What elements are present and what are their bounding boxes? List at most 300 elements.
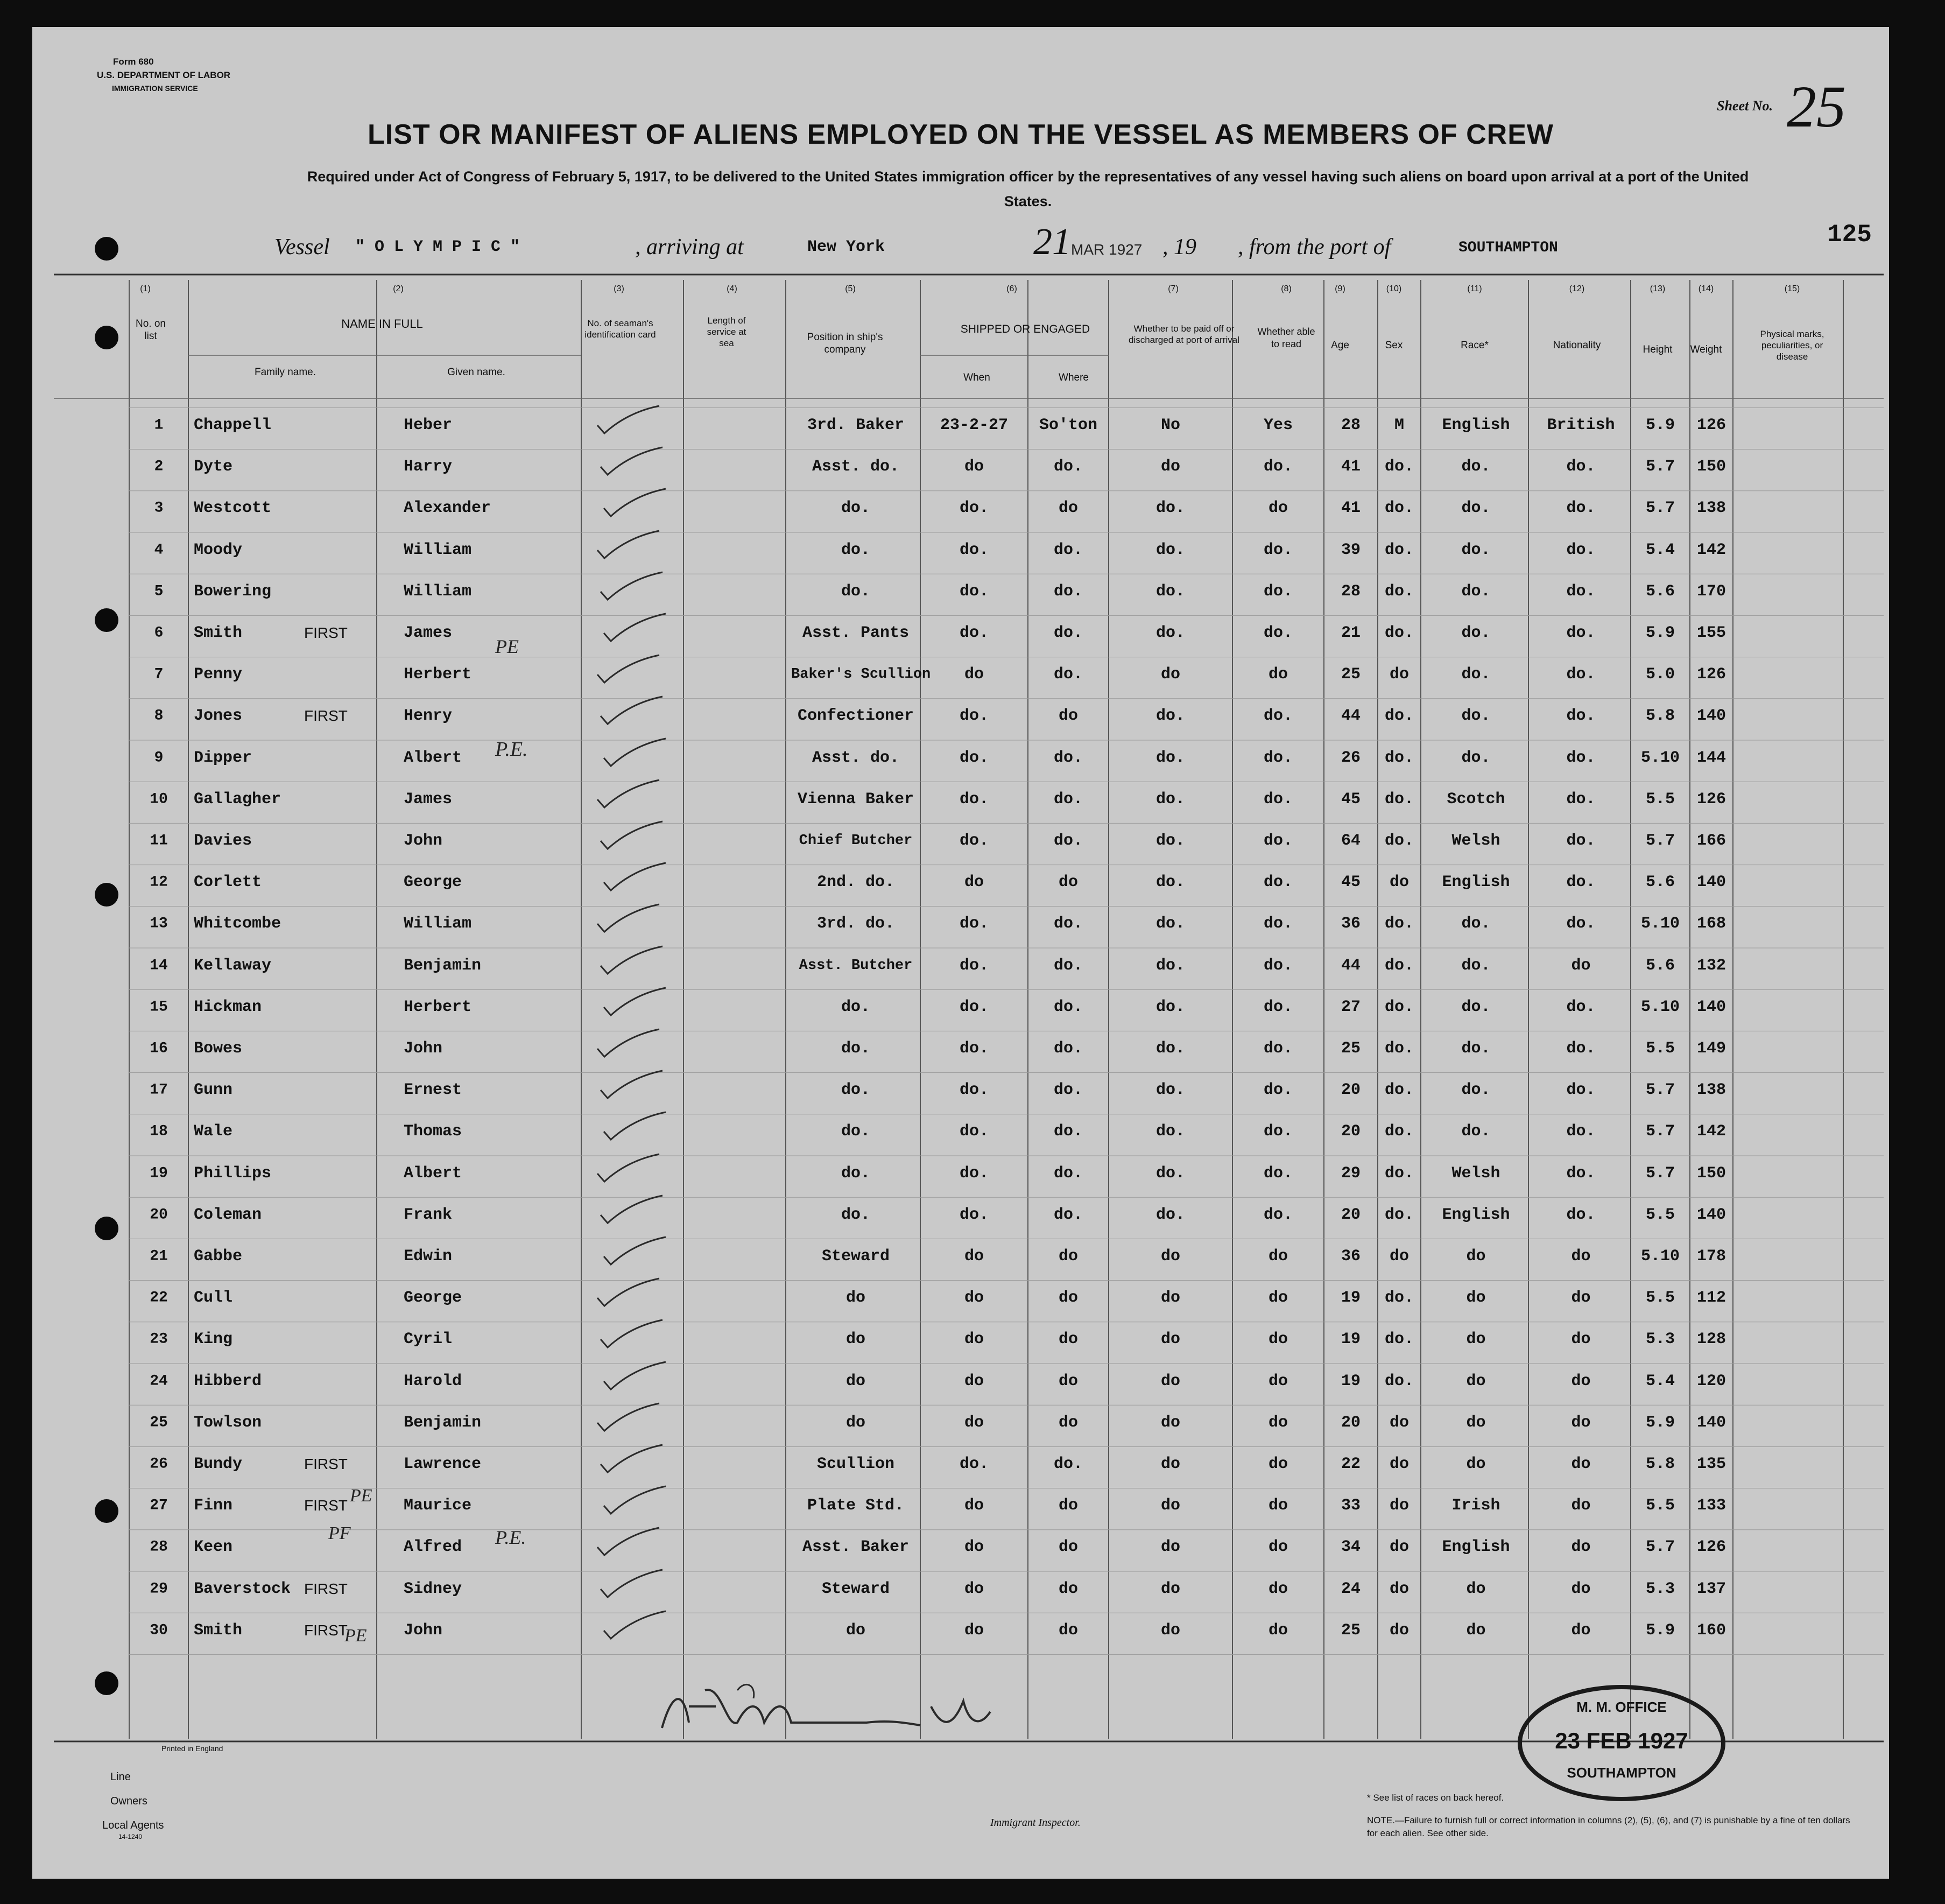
cell-row-number: 25 bbox=[150, 1414, 168, 1431]
cell-age: 45 bbox=[1341, 790, 1361, 809]
cell-weight: 166 bbox=[1696, 832, 1726, 850]
cell-given-name: Cyril bbox=[404, 1330, 453, 1349]
check-mark-icon bbox=[598, 1069, 668, 1101]
handwritten-pe-27: P.E. bbox=[495, 1527, 526, 1548]
cell-given-name: Alexander bbox=[404, 499, 491, 518]
cell-given-name: Maurice bbox=[404, 1496, 472, 1515]
cell-sex: do. bbox=[1384, 1039, 1414, 1058]
cell-family-name: Smith bbox=[194, 1621, 243, 1640]
cell-shipped-when: do bbox=[964, 1496, 984, 1515]
cell-age: 24 bbox=[1341, 1579, 1361, 1598]
cell-able-to-read: do. bbox=[1263, 540, 1293, 559]
cell-able-to-read: do. bbox=[1263, 832, 1293, 850]
cell-given-name: James bbox=[404, 790, 453, 809]
cell-sex: do. bbox=[1384, 790, 1414, 809]
cell-given-name: James bbox=[404, 624, 453, 642]
cell-nationality: do. bbox=[1566, 1039, 1596, 1058]
cell-weight: 149 bbox=[1696, 1039, 1726, 1058]
colnum-11: (11) bbox=[1467, 284, 1482, 293]
cell-height: 5.9 bbox=[1645, 1413, 1675, 1432]
cell-position: do bbox=[845, 1289, 865, 1308]
cell-age: 36 bbox=[1341, 1247, 1361, 1266]
hdr-length-service: Length of service at sea bbox=[707, 315, 746, 348]
cell-able-to-read: do bbox=[1268, 1621, 1288, 1640]
cell-position: 3rd. do. bbox=[816, 915, 895, 933]
cell-weight: 126 bbox=[1696, 790, 1726, 809]
handwritten-pe-26: PE bbox=[350, 1486, 372, 1506]
cell-weight: 168 bbox=[1696, 915, 1726, 933]
table-grid bbox=[32, 27, 1889, 1879]
cell-sex: do. bbox=[1384, 707, 1414, 726]
cell-family-name: Gallagher bbox=[194, 790, 281, 809]
cell-race: English bbox=[1442, 1205, 1510, 1224]
cell-able-to-read: do bbox=[1268, 665, 1288, 684]
cell-row-number: 6 bbox=[154, 624, 164, 642]
cell-weight: 140 bbox=[1696, 997, 1726, 1016]
check-mark-icon bbox=[598, 944, 668, 976]
handwritten-pe-6: PE bbox=[495, 636, 519, 657]
cell-given-name: Herbert bbox=[404, 997, 472, 1016]
cell-paid-off: do bbox=[1160, 1372, 1180, 1390]
cell-height: 5.6 bbox=[1645, 873, 1675, 892]
punch-hole bbox=[95, 237, 118, 261]
punch-hole bbox=[95, 1499, 118, 1523]
cell-position: do bbox=[845, 1372, 865, 1390]
cell-able-to-read: do. bbox=[1263, 748, 1293, 767]
cell-nationality: do. bbox=[1566, 1205, 1596, 1224]
cell-row-number: 7 bbox=[154, 666, 164, 683]
hdr-sex: Sex bbox=[1385, 340, 1403, 351]
cell-shipped-where: do bbox=[1058, 1330, 1078, 1349]
cell-paid-off: do bbox=[1160, 665, 1180, 684]
cell-nationality: do. bbox=[1566, 499, 1596, 518]
cell-nationality: do. bbox=[1566, 582, 1596, 601]
hdr-seaman-card: No. of seaman's identification card bbox=[584, 318, 656, 340]
colnum-15: (15) bbox=[1784, 284, 1800, 293]
stamp-top-text: M. M. OFFICE bbox=[1576, 1699, 1667, 1715]
cell-able-to-read: do bbox=[1268, 1455, 1288, 1473]
cell-shipped-where: do bbox=[1058, 1247, 1078, 1266]
cell-paid-off: do bbox=[1160, 1455, 1180, 1473]
cell-weight: 140 bbox=[1696, 1205, 1726, 1224]
cell-paid-off: do. bbox=[1155, 540, 1185, 559]
cell-sex: do. bbox=[1384, 1164, 1414, 1183]
cell-race: do. bbox=[1461, 1081, 1491, 1100]
stamp-date: 23 FEB 1927 bbox=[1555, 1728, 1688, 1753]
stamp-bottom-text: SOUTHAMPTON bbox=[1567, 1765, 1676, 1781]
cell-able-to-read: do. bbox=[1263, 582, 1293, 601]
cell-family-name: Baverstock bbox=[194, 1579, 291, 1598]
cell-row-number: 23 bbox=[150, 1331, 168, 1348]
cell-age: 20 bbox=[1341, 1122, 1361, 1141]
cell-height: 5.5 bbox=[1645, 1496, 1675, 1515]
cell-position: Asst. Butcher bbox=[799, 957, 913, 974]
cell-race: Irish bbox=[1451, 1496, 1500, 1515]
cell-shipped-when: do. bbox=[959, 790, 989, 809]
cell-position: 2nd. do. bbox=[816, 873, 895, 892]
cell-given-name: Ernest bbox=[404, 1081, 462, 1100]
cell-weight: 150 bbox=[1696, 458, 1726, 476]
cell-sex: do. bbox=[1384, 458, 1414, 476]
cell-given-name: Heber bbox=[404, 416, 453, 434]
cell-able-to-read: do. bbox=[1263, 1205, 1293, 1224]
cell-paid-off: do bbox=[1160, 1538, 1180, 1557]
cell-family-name: Dipper bbox=[194, 748, 252, 767]
cell-family-name: Bundy bbox=[194, 1455, 243, 1473]
cell-paid-off: do. bbox=[1155, 832, 1185, 850]
cell-age: 28 bbox=[1341, 582, 1361, 601]
cell-shipped-where: do bbox=[1058, 1579, 1078, 1598]
cell-sex: do bbox=[1389, 1496, 1409, 1515]
cell-nationality: do. bbox=[1566, 915, 1596, 933]
cell-nationality: British bbox=[1547, 416, 1615, 434]
cell-given-name: John bbox=[404, 832, 443, 850]
check-mark-icon bbox=[601, 1360, 671, 1392]
hdr-weight: Weight bbox=[1690, 344, 1722, 355]
cell-sex: do. bbox=[1384, 499, 1414, 518]
hdr-race: Race* bbox=[1461, 340, 1489, 351]
cell-race: do. bbox=[1461, 1039, 1491, 1058]
cell-sex: do. bbox=[1384, 748, 1414, 767]
cell-race: do bbox=[1466, 1372, 1486, 1390]
hdr-no-on-list: No. on list bbox=[136, 318, 166, 342]
cell-nationality: do. bbox=[1566, 540, 1596, 559]
cell-sex: do. bbox=[1384, 1289, 1414, 1308]
cell-family-name: King bbox=[194, 1330, 233, 1349]
cell-age: 21 bbox=[1341, 624, 1361, 642]
cell-shipped-where: do bbox=[1058, 1372, 1078, 1390]
cell-height: 5.9 bbox=[1645, 416, 1675, 434]
cell-row-number: 14 bbox=[150, 957, 168, 974]
cell-able-to-read: do. bbox=[1263, 873, 1293, 892]
cell-given-name: Herbert bbox=[404, 665, 472, 684]
cell-age: 28 bbox=[1341, 416, 1361, 434]
cell-race: do. bbox=[1461, 748, 1491, 767]
cell-family-name: Hickman bbox=[194, 997, 262, 1016]
check-mark-icon bbox=[601, 986, 671, 1018]
form-code: 14-1240 bbox=[118, 1833, 143, 1840]
cell-given-name: Benjamin bbox=[404, 1413, 482, 1432]
cell-weight: 138 bbox=[1696, 1081, 1726, 1100]
cell-row-number: 11 bbox=[150, 832, 168, 849]
cell-able-to-read: Yes bbox=[1263, 416, 1293, 434]
cell-shipped-where: do bbox=[1058, 1413, 1078, 1432]
cell-race: Scotch bbox=[1447, 790, 1505, 809]
cell-shipped-when: do. bbox=[959, 748, 989, 767]
cell-able-to-read: do. bbox=[1263, 1122, 1293, 1141]
cell-race: English bbox=[1442, 416, 1510, 434]
cell-weight: 132 bbox=[1696, 956, 1726, 975]
cell-shipped-when: 23-2-27 bbox=[940, 416, 1009, 434]
cell-row-number: 24 bbox=[150, 1373, 168, 1390]
check-mark-icon bbox=[595, 1152, 665, 1184]
cell-height: 5.4 bbox=[1645, 1372, 1675, 1390]
cell-race: do. bbox=[1461, 582, 1491, 601]
hdr-paid-off: Whether to be paid off or discharged at port of arrival bbox=[1129, 324, 1239, 345]
cell-given-name: Sidney bbox=[404, 1579, 462, 1598]
cell-sex: do bbox=[1389, 873, 1409, 892]
cell-height: 5.8 bbox=[1645, 707, 1675, 726]
penalty-note: NOTE.—Failure to furnish full or correct information in columns (2), (5), (6), and (7) is punishable by a fine of ten dollars for each alien. See other side. bbox=[1367, 1815, 1850, 1838]
cell-able-to-read: do. bbox=[1263, 707, 1293, 726]
cell-height: 5.10 bbox=[1640, 748, 1680, 767]
cell-shipped-when: do. bbox=[959, 832, 989, 850]
cell-nationality: do bbox=[1571, 956, 1591, 975]
cell-sex: do bbox=[1389, 1413, 1409, 1432]
cell-paid-off: No bbox=[1160, 416, 1180, 434]
cell-weight: 120 bbox=[1696, 1372, 1726, 1390]
cell-shipped-when: do bbox=[964, 1372, 984, 1390]
handwritten-pf-28: PF bbox=[328, 1523, 351, 1543]
cell-given-name: Harry bbox=[404, 458, 453, 476]
cell-position: do. bbox=[841, 540, 870, 559]
hdr-shipped: SHIPPED OR ENGAGED bbox=[960, 323, 1090, 335]
cell-shipped-when: do bbox=[964, 1247, 984, 1266]
cell-weight: 140 bbox=[1696, 707, 1726, 726]
cell-race: do. bbox=[1461, 997, 1491, 1016]
cell-row-number: 16 bbox=[150, 1040, 168, 1057]
cell-shipped-when: do. bbox=[959, 1122, 989, 1141]
colnum-13: (13) bbox=[1650, 284, 1666, 293]
cell-name-note: FIRST bbox=[304, 1497, 348, 1514]
cell-shipped-where: do bbox=[1058, 1496, 1078, 1515]
cell-position: do. bbox=[841, 1205, 870, 1224]
cell-given-name: William bbox=[404, 540, 472, 559]
cell-shipped-where: do. bbox=[1053, 1455, 1083, 1473]
cell-family-name: Davies bbox=[194, 832, 252, 850]
cell-age: 27 bbox=[1341, 997, 1361, 1016]
cell-race: do. bbox=[1461, 665, 1491, 684]
cell-family-name: Bowering bbox=[194, 582, 272, 601]
punch-hole bbox=[95, 326, 118, 349]
cell-sex: do. bbox=[1384, 997, 1414, 1016]
cell-row-number: 27 bbox=[150, 1497, 168, 1514]
cell-nationality: do. bbox=[1566, 832, 1596, 850]
check-mark-icon bbox=[601, 612, 671, 644]
cell-race: do bbox=[1466, 1247, 1486, 1266]
cell-shipped-when: do. bbox=[959, 1164, 989, 1183]
colnum-9: (9) bbox=[1335, 284, 1345, 293]
cell-race: do bbox=[1466, 1579, 1486, 1598]
cell-shipped-when: do. bbox=[959, 1039, 989, 1058]
cell-shipped-when: do. bbox=[959, 1205, 989, 1224]
cell-position: do. bbox=[841, 499, 870, 518]
cell-shipped-where: do. bbox=[1053, 540, 1083, 559]
cell-paid-off: do bbox=[1160, 1413, 1180, 1432]
cell-weight: 140 bbox=[1696, 873, 1726, 892]
cell-shipped-when: do bbox=[964, 1413, 984, 1432]
cell-height: 5.7 bbox=[1645, 1081, 1675, 1100]
cell-able-to-read: do bbox=[1268, 1579, 1288, 1598]
hdr-age: Age bbox=[1331, 340, 1349, 351]
cell-weight: 160 bbox=[1696, 1621, 1726, 1640]
cell-race: do. bbox=[1461, 499, 1491, 518]
cell-shipped-where: do. bbox=[1053, 1205, 1083, 1224]
cell-row-number: 13 bbox=[150, 915, 168, 932]
punch-hole bbox=[95, 883, 118, 907]
cell-position: do. bbox=[841, 1164, 870, 1183]
cell-shipped-when: do bbox=[964, 1289, 984, 1308]
cell-name-note: FIRST bbox=[304, 624, 348, 641]
cell-height: 5.7 bbox=[1645, 832, 1675, 850]
cell-height: 5.7 bbox=[1645, 458, 1675, 476]
cell-paid-off: do bbox=[1160, 1247, 1180, 1266]
cell-row-number: 3 bbox=[154, 500, 164, 517]
cell-race: do bbox=[1466, 1289, 1486, 1308]
cell-paid-off: do bbox=[1160, 458, 1180, 476]
cell-paid-off: do. bbox=[1155, 582, 1185, 601]
cell-shipped-when: do. bbox=[959, 499, 989, 518]
cell-able-to-read: do bbox=[1268, 1289, 1288, 1308]
cell-able-to-read: do. bbox=[1263, 956, 1293, 975]
cell-row-number: 10 bbox=[150, 791, 168, 808]
check-mark-icon bbox=[595, 653, 665, 685]
cell-name-note: FIRST bbox=[304, 1621, 348, 1639]
cell-weight: 170 bbox=[1696, 582, 1726, 601]
cell-shipped-when: do bbox=[964, 1538, 984, 1557]
cell-weight: 126 bbox=[1696, 1538, 1726, 1557]
cell-given-name: Lawrence bbox=[404, 1455, 482, 1473]
cell-height: 5.10 bbox=[1640, 997, 1680, 1016]
cell-weight: 150 bbox=[1696, 1164, 1726, 1183]
cell-position: Vienna Baker bbox=[797, 790, 914, 809]
cell-age: 20 bbox=[1341, 1413, 1361, 1432]
cell-age: 20 bbox=[1341, 1205, 1361, 1224]
cell-paid-off: do bbox=[1160, 1621, 1180, 1640]
cell-age: 19 bbox=[1341, 1289, 1361, 1308]
cell-nationality: do bbox=[1571, 1455, 1591, 1473]
cell-height: 5.9 bbox=[1645, 1621, 1675, 1640]
check-mark-icon bbox=[598, 570, 668, 602]
cell-given-name: Albert bbox=[404, 1164, 462, 1183]
check-mark-icon bbox=[598, 819, 668, 852]
cell-able-to-read: do. bbox=[1263, 1039, 1293, 1058]
cell-paid-off: do bbox=[1160, 1579, 1180, 1598]
check-mark-icon bbox=[598, 694, 668, 727]
arrival-day-handwritten: 21 bbox=[1033, 221, 1071, 263]
cell-family-name: Wale bbox=[194, 1122, 233, 1141]
cell-sex: do. bbox=[1384, 956, 1414, 975]
cell-sex: do. bbox=[1384, 624, 1414, 642]
cell-row-number: 5 bbox=[154, 583, 164, 600]
cell-given-name: Edwin bbox=[404, 1247, 453, 1266]
cell-race: Welsh bbox=[1451, 832, 1500, 850]
sheet-number: 25 bbox=[1787, 74, 1846, 139]
cell-shipped-when: do bbox=[964, 665, 984, 684]
cell-paid-off: do. bbox=[1155, 873, 1185, 892]
cell-able-to-read: do bbox=[1268, 1330, 1288, 1349]
cell-age: 45 bbox=[1341, 873, 1361, 892]
cell-shipped-when: do bbox=[964, 1579, 984, 1598]
cell-sex: do. bbox=[1384, 1122, 1414, 1141]
cell-sex: do. bbox=[1384, 832, 1414, 850]
check-mark-icon bbox=[601, 487, 671, 519]
cell-able-to-read: do. bbox=[1263, 1081, 1293, 1100]
cell-sex: do bbox=[1389, 1538, 1409, 1557]
cell-shipped-where: do bbox=[1058, 873, 1078, 892]
cell-sex: do. bbox=[1384, 540, 1414, 559]
cell-age: 25 bbox=[1341, 1039, 1361, 1058]
cell-family-name: Dyte bbox=[194, 458, 233, 476]
cell-shipped-where: do. bbox=[1053, 790, 1083, 809]
cell-position: Baker's Scullion bbox=[791, 666, 931, 683]
check-mark-icon bbox=[598, 1443, 668, 1475]
colnum-2: (2) bbox=[393, 284, 404, 293]
hdr-where: Where bbox=[1059, 372, 1089, 383]
cell-shipped-when: do. bbox=[959, 915, 989, 933]
colnum-14: (14) bbox=[1698, 284, 1714, 293]
form-title: LIST OR MANIFEST OF ALIENS EMPLOYED ON THE VESSEL AS MEMBERS OF CREW bbox=[368, 119, 1554, 150]
stamp-number: 125 bbox=[1827, 221, 1872, 249]
check-mark-icon bbox=[598, 1318, 668, 1350]
cell-height: 5.5 bbox=[1645, 1205, 1675, 1224]
cell-family-name: Coleman bbox=[194, 1205, 262, 1224]
department: U.S. DEPARTMENT OF LABOR bbox=[97, 70, 231, 80]
cell-name-note: FIRST bbox=[304, 707, 348, 725]
cell-row-number: 4 bbox=[154, 542, 164, 559]
punch-hole bbox=[95, 1671, 118, 1695]
cell-able-to-read: do bbox=[1268, 1413, 1288, 1432]
cell-row-number: 1 bbox=[154, 417, 164, 434]
cell-position: Asst. do. bbox=[812, 458, 900, 476]
colnum-7: (7) bbox=[1168, 284, 1179, 293]
from-port-label: , from the port of bbox=[1238, 235, 1391, 259]
cell-shipped-when: do bbox=[964, 458, 984, 476]
colnum-3: (3) bbox=[614, 284, 624, 293]
cell-race: Welsh bbox=[1451, 1164, 1500, 1183]
cell-nationality: do. bbox=[1566, 707, 1596, 726]
cell-weight: 126 bbox=[1696, 665, 1726, 684]
cell-sex: do. bbox=[1384, 1205, 1414, 1224]
cell-given-name: Thomas bbox=[404, 1122, 462, 1141]
cell-sex: do. bbox=[1384, 1330, 1414, 1349]
cell-paid-off: do. bbox=[1155, 915, 1185, 933]
colnum-6: (6) bbox=[1006, 284, 1017, 293]
cell-row-number: 26 bbox=[150, 1456, 168, 1473]
check-mark-icon bbox=[601, 1609, 671, 1641]
check-mark-icon bbox=[601, 1235, 671, 1267]
cell-family-name: Jones bbox=[194, 707, 243, 726]
cell-family-name: Phillips bbox=[194, 1164, 272, 1183]
colnum-12: (12) bbox=[1569, 284, 1585, 293]
cell-shipped-where: do. bbox=[1053, 665, 1083, 684]
check-mark-icon bbox=[601, 861, 671, 893]
cell-given-name: Benjamin bbox=[404, 956, 482, 975]
cell-weight: 128 bbox=[1696, 1330, 1726, 1349]
cell-nationality: do. bbox=[1566, 997, 1596, 1016]
cell-weight: 126 bbox=[1696, 416, 1726, 434]
cell-paid-off: do. bbox=[1155, 748, 1185, 767]
check-mark-icon bbox=[595, 404, 665, 436]
cell-age: 33 bbox=[1341, 1496, 1361, 1515]
form-subtitle: Required under Act of Congress of February 5, 1917, to be delivered to the United States immigration officer by the representatives of any vessel having such aliens on board upon arrival at a port of the United States. bbox=[307, 168, 1749, 209]
hdr-name-in-full: NAME IN FULL bbox=[341, 317, 423, 331]
cell-weight: 178 bbox=[1696, 1247, 1726, 1266]
cell-shipped-when: do. bbox=[959, 707, 989, 726]
cell-weight: 155 bbox=[1696, 624, 1726, 642]
cell-family-name: Moody bbox=[194, 540, 243, 559]
cell-family-name: Keen bbox=[194, 1538, 233, 1557]
cell-family-name: Corlett bbox=[194, 873, 262, 892]
cell-able-to-read: do. bbox=[1263, 790, 1293, 809]
cell-weight: 144 bbox=[1696, 748, 1726, 767]
cell-age: 44 bbox=[1341, 956, 1361, 975]
cell-sex: do. bbox=[1384, 915, 1414, 933]
cell-age: 20 bbox=[1341, 1081, 1361, 1100]
cell-nationality: do bbox=[1571, 1496, 1591, 1515]
cell-shipped-where: do. bbox=[1053, 1039, 1083, 1058]
cell-paid-off: do. bbox=[1155, 790, 1185, 809]
